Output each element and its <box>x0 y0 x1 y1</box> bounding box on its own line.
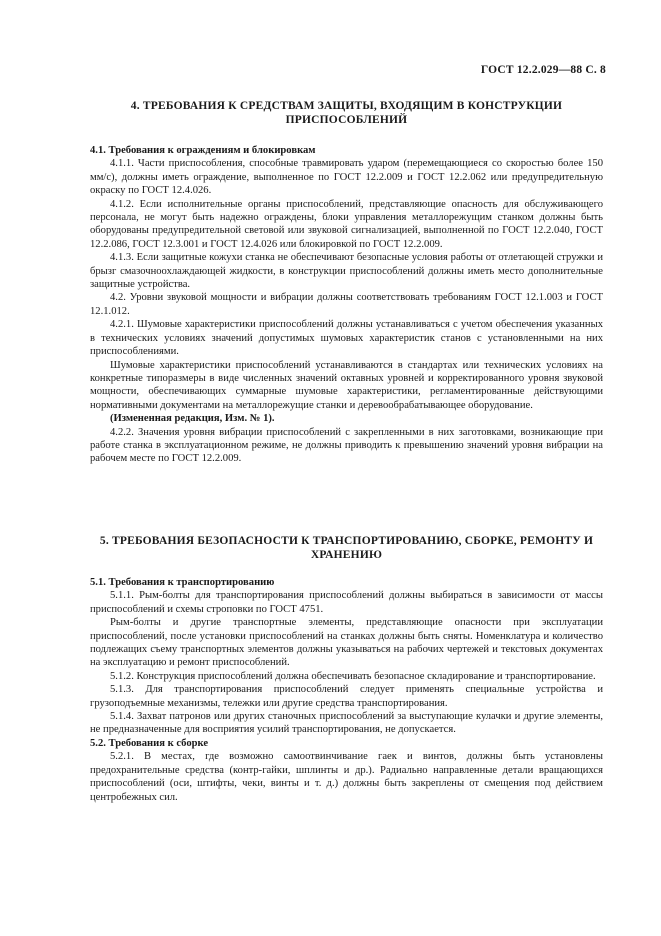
paragraph-4-1-1: 4.1.1. Части приспособления, способные травмировать ударом (перемещающиеся со скоростью более 150 мм/с), должны иметь ограждение, выполненное по ГОСТ 12.2.009 и ГОСТ 12.2.062 или предупредительную окраску по ГОСТ 12.4.026. <box>90 158 603 197</box>
section-4-body <box>90 144 603 466</box>
paragraph-5-1-3: 5.1.3. Для транспортирования приспособлений следует применять специальные устройства и грузоподъемные механизмы, тележки или другие средства транспортирования. <box>90 684 603 709</box>
amendment-note: (Измененная редакция, Изм. № 1). <box>110 413 275 425</box>
subsection-5-2-heading: 5.2. Требования к сборке <box>90 737 209 749</box>
paragraph-4-2-2: 4.2.2. Значения уровня вибрации приспособлений с закрепленными в них заготовками, возникающие при работе станка в эксплуатационном режиме, не должны приводить к превышению значений уровня вибрации на рабочем месте по ГОСТ 12.2.009. <box>90 426 603 465</box>
paragraph-4-1-3: 4.1.3. Если защитные кожухи станка не обеспечивают безопасные условия работы от отлетающей стружки и брызг смазочноохлаждающей жидкости, в конструкции приспособлений должны иметь место дополнительные защитные устройства. <box>90 252 603 291</box>
paragraph-4-2: 4.2. Уровни звуковой мощности и вибрации должны соответствовать требованиям ГОСТ 12.1.003 и ГОСТ 12.1.012. <box>90 292 603 317</box>
subsection-4-1-heading: 4.1. Требования к ограждениям и блокировкам <box>90 145 316 156</box>
page-header: ГОСТ 12.2.029—88 С. 8 <box>480 64 606 76</box>
section-4-title: 4. ТРЕБОВАНИЯ К СРЕДСТВАМ ЗАЩИТЫ, ВХОДЯЩИМ В КОНСТРУКЦИИ ПРИСПОСОБЛЕНИЙ <box>130 100 563 126</box>
paragraph-4-2-1: 4.2.1. Шумовые характеристики приспособлений должны устанавливаться с учетом обеспечения указанных в технических условиях значений допустимых шумовых характеристик станов с установленными на них приспособлениями. <box>90 319 603 358</box>
section-5-title: 5. ТРЕБОВАНИЯ БЕЗОПАСНОСТИ К ТРАНСПОРТИРОВАНИЮ, СБОРКЕ, РЕМОНТУ И ХРАНЕНИЮ <box>99 535 594 561</box>
paragraph-eye-bolts: Рым-болты и другие транспортные элементы, представляющие опасности при эксплуатации приспособлений, после установки приспособлений на станках должны быть сняты. Номенклатура и количество подлежащих съему транспортных элементов должны указываться на рабочих чертежей и текстовых документах на эксплуатацию и ремонт приспособлений. <box>90 617 603 669</box>
paragraph-noise-characteristics: Шумовые характеристики приспособлений устанавливаются в стандартах или технических условиях на конкретные типоразмеры в виде численных значений октавных уровней и корректированного уровня звуковой мощности, обеспечивающих суммарные шумовые характеристики, регламентированные действующими нормативными документами на металлорежущие станки и деревообрабатывающее оборудование. <box>90 359 603 411</box>
paragraph-5-1-2: 5.1.2. Конструкция приспособлений должна обеспечивать безопасное складирование и транспортирование. <box>110 670 596 682</box>
paragraph-5-1-4: 5.1.4. Захват патронов или других станочных приспособлений за выступающие кулачки и другие элементы, не предназначенные для восприятия усилий транспортирования, не допускается. <box>90 711 603 736</box>
section-5-body <box>90 576 603 804</box>
paragraph-5-1-1: 5.1.1. Рым-болты для транспортирования приспособлений должны выбираться в зависимости от массы приспособлений и схемы строповки по ГОСТ 4751. <box>90 590 603 615</box>
subsection-5-1-heading: 5.1. Требования к транспортированию <box>90 577 275 588</box>
paragraph-5-2-1: 5.2.1. В местах, где возможно самоотвинчивание гаек и винтов, должны быть установлены предохранительные средства (контр-гайки, шплинты и др.). Радиально направленные детали вращающихся приспособлений (оси, штифты, чеки, винты и т. д.) должны быть закреплены от смещения под действием центробежных сил. <box>90 751 603 803</box>
paragraph-4-1-2: 4.1.2. Если исполнительные органы приспособлений, представляющие опасность для обслуживающего персонала, не могут быть надежно ограждены, блоки управления металлорежущим станком должны быть оборудованы предупредительной световой или звуковой сигнализацией, выполненной по ГОСТ 12.2.040, ГОСТ 12.2.086, ГОСТ 12.3.001 и ГОСТ 12.4.026 или блокировкой по ГОСТ 12.2.009. <box>90 198 603 250</box>
